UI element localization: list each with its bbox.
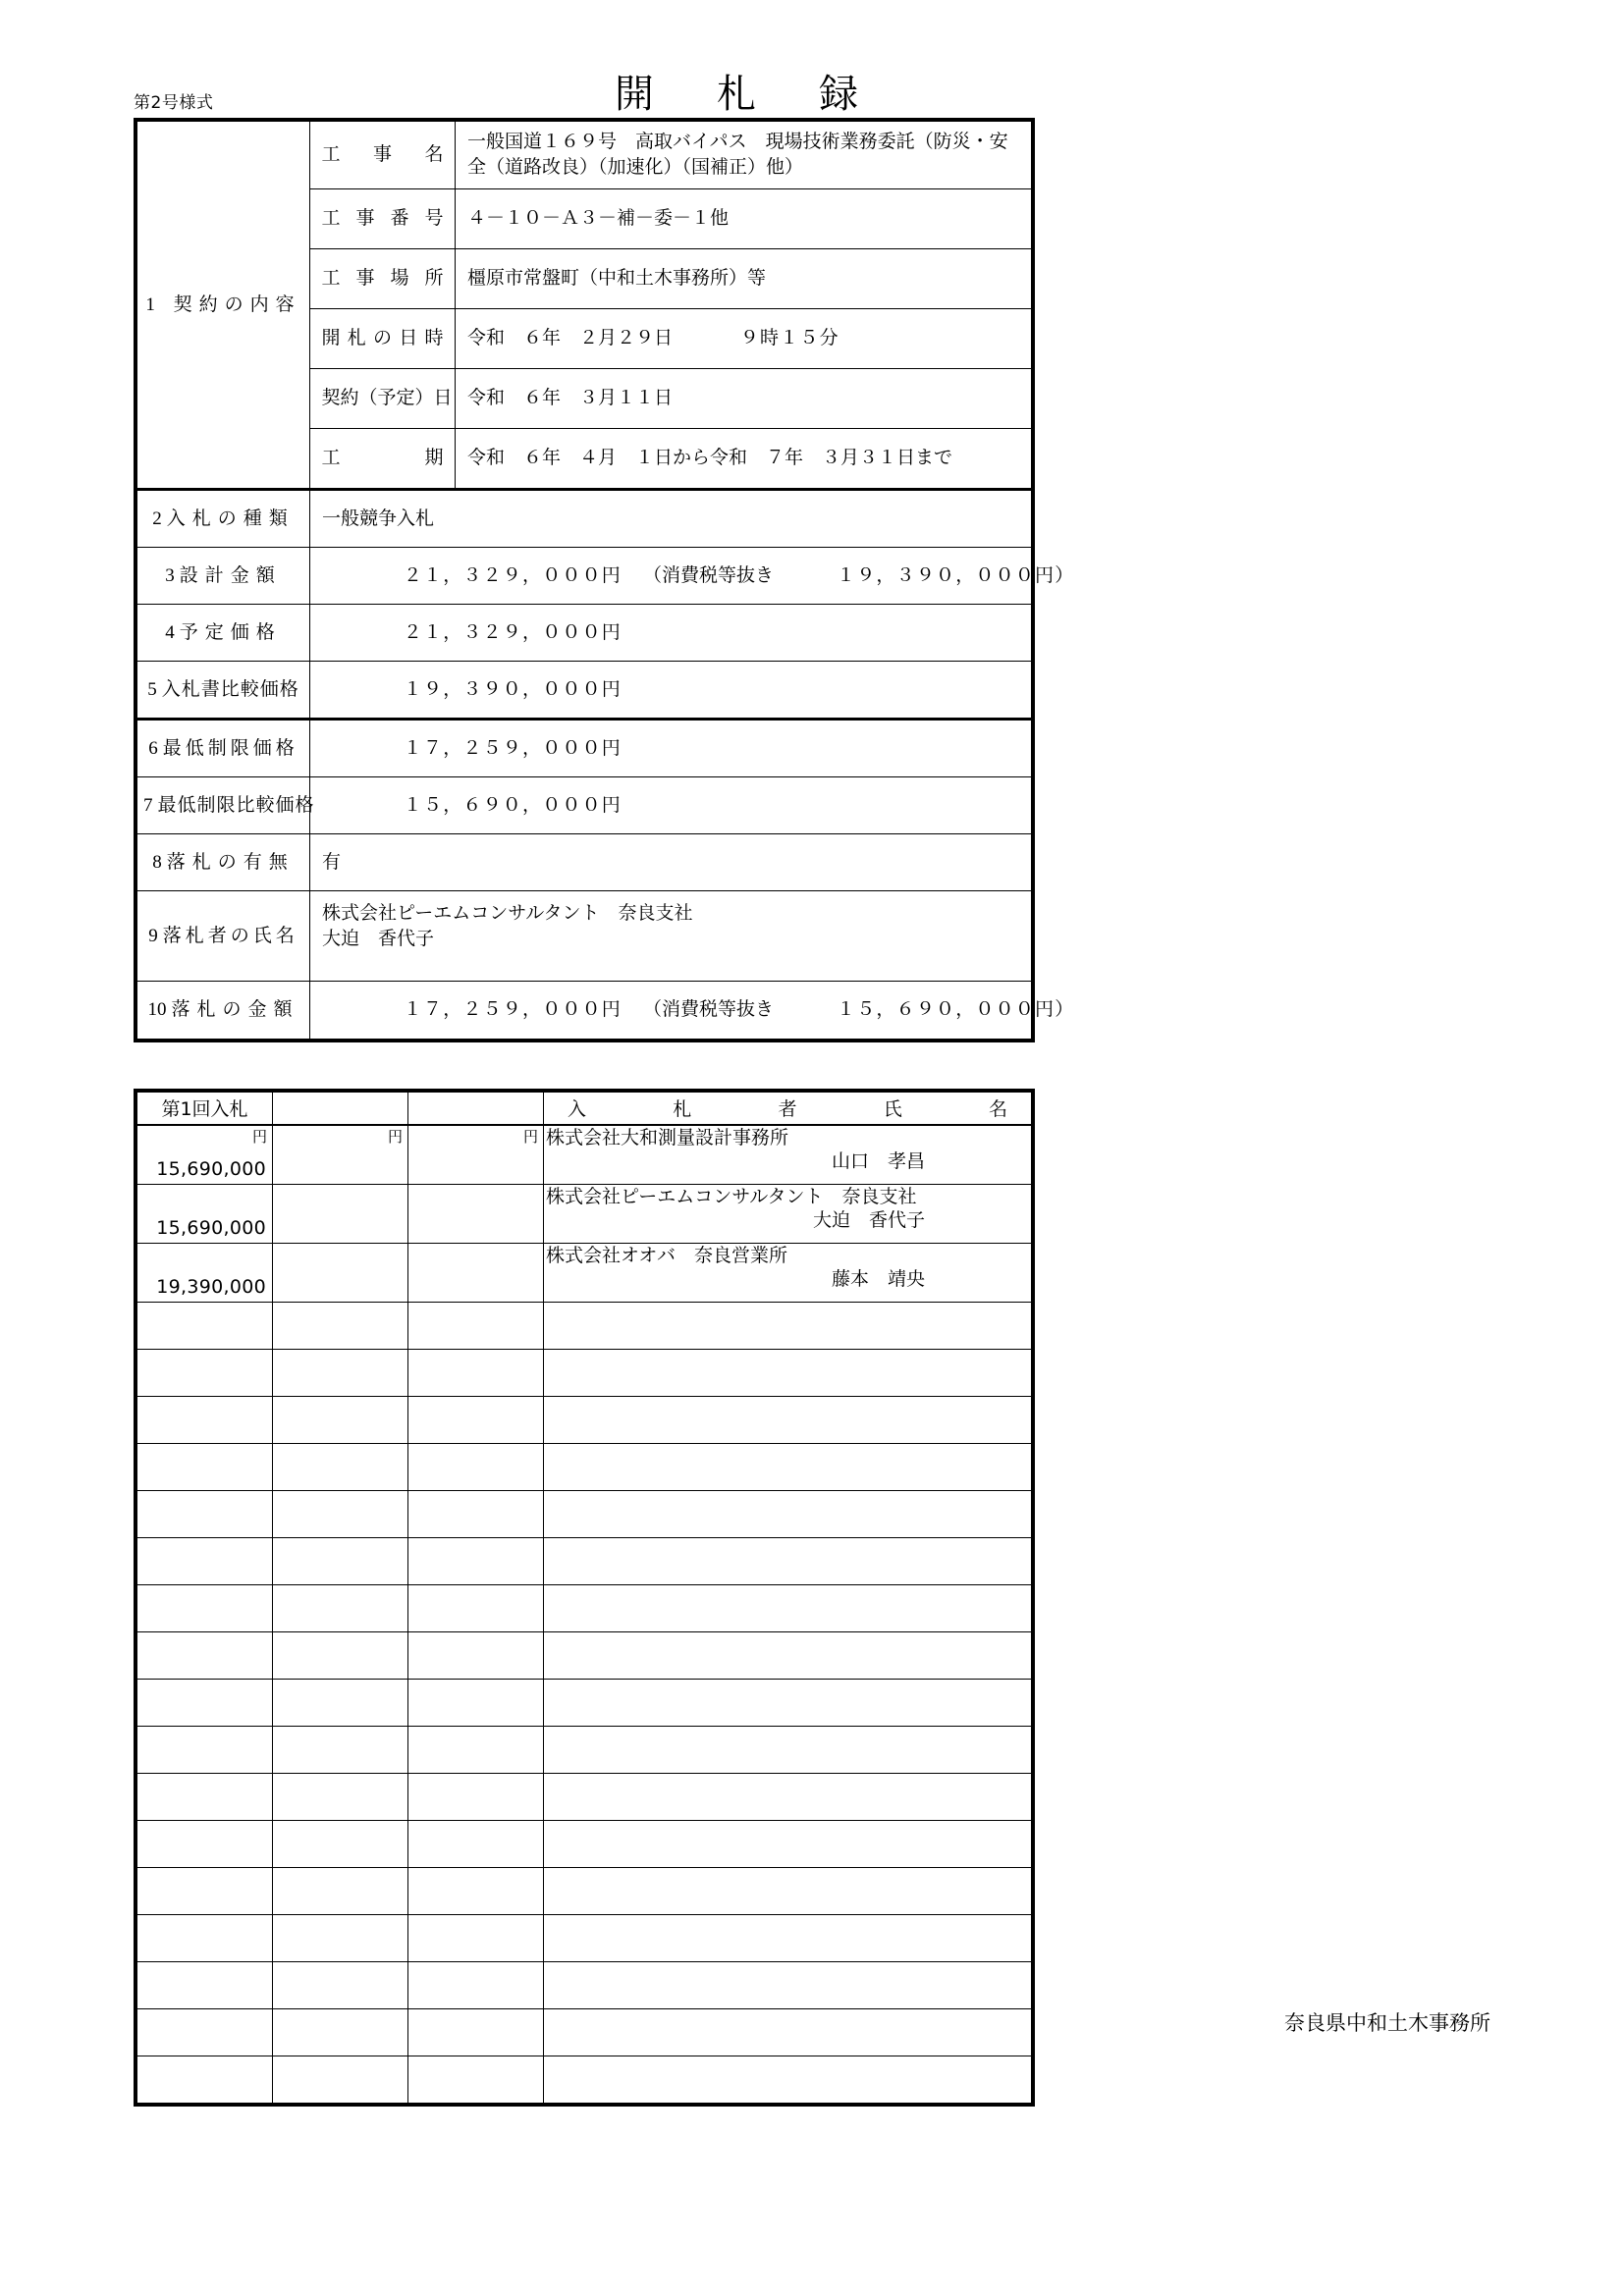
empty-cell [273, 1915, 408, 1962]
empty-cell [137, 1397, 273, 1444]
empty-cell [137, 1821, 273, 1868]
opening-date: 令和 ６年 ２月２９日 [467, 328, 674, 349]
empty-cell [408, 1491, 544, 1538]
empty-cell [544, 1632, 1032, 1680]
row-label-min-compare-price: 7 最低制限比較価格 [137, 777, 310, 834]
bid-amount-cell-3 [408, 1244, 544, 1303]
empty-cell [137, 1680, 273, 1727]
table-row-empty [137, 1303, 1032, 1350]
empty-cell [273, 1585, 408, 1632]
bidder-person: 大迫 香代子 [812, 1208, 925, 1231]
bidder-company: 株式会社オオバ 奈良営業所 [546, 1245, 788, 1266]
table-row [137, 1244, 1032, 1303]
empty-cell [137, 1774, 273, 1821]
table-row-empty [137, 1397, 1032, 1444]
award-tax-value: １５，６９０，０００円） [837, 999, 1075, 1021]
bid-amount-cell-3 [408, 1185, 544, 1244]
empty-cell [544, 1680, 1032, 1727]
row-value-design-amount [310, 548, 1075, 605]
bid-amount-1: 15,690,000 [156, 1217, 266, 1239]
page-title: 開札録 [615, 72, 921, 117]
empty-cell [137, 1350, 273, 1397]
empty-cell [137, 1491, 273, 1538]
bidder-company: 株式会社大和測量設計事務所 [546, 1127, 789, 1148]
row-label-work-place: 工事場所 [310, 249, 456, 309]
bid-amount-cell-2 [273, 1244, 408, 1303]
table-row-empty [137, 1915, 1032, 1962]
table-row-empty [137, 1444, 1032, 1491]
empty-cell [137, 1915, 273, 1962]
table-row [137, 720, 1032, 777]
bidder-names-header: 入札者氏名 [544, 1093, 1032, 1126]
empty-cell [544, 2009, 1032, 2056]
bid-amount-cell-3 [408, 1125, 544, 1185]
bid-amount-1: 19,390,000 [156, 1276, 266, 1298]
empty-cell [137, 1632, 273, 1680]
empty-cell [408, 1350, 544, 1397]
empty-cell [544, 1350, 1032, 1397]
empty-cell [137, 2009, 273, 2056]
bid-col2-header [273, 1093, 408, 1126]
row-label-design-amount: 3 設計金額 [137, 548, 310, 605]
row-value-award-amount [310, 982, 1075, 1040]
empty-cell [273, 1632, 408, 1680]
empty-cell [408, 1821, 544, 1868]
table-row [137, 982, 1032, 1040]
row-value-winner-name [310, 891, 1032, 982]
empty-cell [408, 1632, 544, 1680]
empty-cell [273, 1350, 408, 1397]
empty-cell [408, 1868, 544, 1915]
bidder-name-cell [544, 1125, 1032, 1185]
table-row-empty [137, 1632, 1032, 1680]
bidder-person: 山口 孝昌 [831, 1149, 925, 1172]
yen-unit: 円 [522, 1128, 538, 1146]
empty-cell [544, 1491, 1032, 1538]
table-row [137, 490, 1032, 548]
opening-time: ９時１５分 [739, 328, 839, 349]
table-row-empty [137, 1538, 1032, 1585]
bid-round-label: 第1回入札 [137, 1093, 273, 1126]
row-label-award-amount: 10 落札の金額 [137, 982, 310, 1040]
row-value-compare-price: １９，３９０，０００円 [310, 662, 1032, 720]
empty-cell [408, 1680, 544, 1727]
row-value-award-exists: 有 [310, 834, 1032, 891]
empty-cell [273, 1444, 408, 1491]
row-value-work-number: ４－１０－Ａ３－補－委－１他 [456, 189, 1032, 249]
empty-cell [273, 1491, 408, 1538]
row-value-min-compare-price: １５，６９０，０００円 [310, 777, 1032, 834]
empty-cell [544, 1538, 1032, 1585]
bid-amount-1: 15,690,000 [156, 1158, 266, 1180]
bid-list-frame [134, 1089, 1035, 2107]
row-value-work-place: 橿原市常盤町（中和土木事務所）等 [456, 249, 1032, 309]
table-row-empty [137, 1585, 1032, 1632]
empty-cell [273, 1868, 408, 1915]
award-tax-label: （消費税等抜き [643, 999, 775, 1021]
empty-cell [408, 1303, 544, 1350]
row-label-compare-price: 5 入札書比較価格 [137, 662, 310, 720]
row-value-bid-type: 一般競争入札 [310, 490, 1032, 548]
row-label-opening-datetime: 開札の日時 [310, 309, 456, 369]
table-row-empty [137, 1350, 1032, 1397]
row-value-opening-datetime [456, 309, 1032, 369]
empty-cell [273, 1727, 408, 1774]
section-label-contract: 1 契約の内容 [137, 122, 310, 490]
row-value-planned-price: ２１，３２９，０００円 [310, 605, 1032, 662]
row-label-work-number: 工事番号 [310, 189, 456, 249]
row-label-award-exists: 8 落札の有無 [137, 834, 310, 891]
bid-amount-cell [137, 1185, 273, 1244]
table-row-empty [137, 1821, 1032, 1868]
empty-cell [408, 2056, 544, 2104]
empty-cell [544, 1397, 1032, 1444]
form-number: 第2号様式 [134, 93, 214, 113]
row-value-min-price: １７，２５９，０００円 [310, 720, 1032, 777]
table-row-empty [137, 1962, 1032, 2009]
empty-cell [544, 1915, 1032, 1962]
table-row [137, 548, 1032, 605]
contract-info-frame [134, 118, 1075, 1042]
empty-cell [137, 2056, 273, 2104]
row-value-work-name: 一般国道１６９号 高取バイパス 現場技術業務委託（防災・安全（道路改良）（加速化）（国補正）他） [456, 122, 1032, 189]
empty-rows-body [137, 1303, 1032, 2104]
bid-list-table [136, 1092, 1032, 2104]
bidder-person: 藤本 靖央 [831, 1267, 925, 1290]
table-row [137, 1185, 1032, 1244]
design-tax-label: （消費税等抜き [643, 564, 775, 586]
table-row [137, 122, 1032, 189]
winner-person: 大迫 香代子 [322, 928, 435, 949]
bid-col3-header [408, 1093, 544, 1126]
empty-cell [408, 1727, 544, 1774]
empty-cell [137, 1868, 273, 1915]
table-row-empty [137, 1680, 1032, 1727]
empty-cell [408, 1774, 544, 1821]
empty-cell [273, 1774, 408, 1821]
table-row [137, 891, 1032, 982]
empty-cell [408, 1397, 544, 1444]
table-row [137, 834, 1032, 891]
empty-cell [273, 1680, 408, 1727]
empty-cell [137, 1444, 273, 1491]
row-label-winner-name: 9 落札者の氏名 [137, 891, 310, 982]
table-row [137, 662, 1032, 720]
table-row-empty [137, 1491, 1032, 1538]
bid-amount-cell-2 [273, 1185, 408, 1244]
yen-unit: 円 [251, 1128, 267, 1146]
empty-cell [408, 1915, 544, 1962]
bid-amount-cell [137, 1244, 273, 1303]
table-row [137, 777, 1032, 834]
empty-cell [544, 1868, 1032, 1915]
bid-table-header-row [137, 1093, 1032, 1126]
row-label-contract-date: 契約（予定）日 [310, 369, 456, 429]
row-label-period: 工期 [310, 429, 456, 490]
empty-cell [273, 1821, 408, 1868]
table-row-empty [137, 1774, 1032, 1821]
empty-cell [408, 1444, 544, 1491]
empty-cell [273, 1397, 408, 1444]
table-row [137, 1125, 1032, 1185]
empty-cell [273, 2056, 408, 2104]
issuing-office: 奈良県中和土木事務所 [1284, 2011, 1490, 2035]
row-value-period: 令和 ６年 ４月 １日から令和 ７年 ３月３１日まで [456, 429, 1032, 490]
empty-cell [408, 2009, 544, 2056]
empty-cell [408, 1538, 544, 1585]
bid-amount-cell-2 [273, 1125, 408, 1185]
empty-cell [544, 2056, 1032, 2104]
bid-amount-cell [137, 1125, 273, 1185]
empty-cell [544, 1727, 1032, 1774]
empty-cell [137, 1962, 273, 2009]
empty-cell [137, 1538, 273, 1585]
empty-cell [544, 1444, 1032, 1491]
empty-cell [544, 1821, 1032, 1868]
row-label-work-name: 工事名 [310, 122, 456, 189]
table-row-empty [137, 2009, 1032, 2056]
empty-cell [137, 1303, 273, 1350]
table-row-empty [137, 1868, 1032, 1915]
table-row-empty [137, 2056, 1032, 2104]
empty-cell [408, 1585, 544, 1632]
table-row-empty [137, 1727, 1032, 1774]
empty-cell [408, 1962, 544, 2009]
empty-cell [137, 1727, 273, 1774]
empty-cell [544, 1962, 1032, 2009]
empty-cell [273, 2009, 408, 2056]
empty-cell [273, 1303, 408, 1350]
contract-info-table [136, 121, 1075, 1040]
row-label-planned-price: 4 予定価格 [137, 605, 310, 662]
row-label-min-price: 6 最低制限価格 [137, 720, 310, 777]
table-row [137, 605, 1032, 662]
design-tax-value: １９，３９０，０００円） [837, 564, 1075, 586]
bidder-name-cell [544, 1244, 1032, 1303]
empty-cell [273, 1962, 408, 2009]
empty-cell [273, 1538, 408, 1585]
award-amount-value: １７，２５９，０００円 [403, 999, 622, 1021]
yen-unit: 円 [387, 1128, 403, 1146]
row-label-bid-type: 2 入札の種類 [137, 490, 310, 548]
empty-cell [544, 1303, 1032, 1350]
bidder-company: 株式会社ピーエムコンサルタント 奈良支社 [546, 1186, 917, 1207]
empty-cell [544, 1774, 1032, 1821]
row-value-contract-date: 令和 ６年 ３月１１日 [456, 369, 1032, 429]
empty-cell [544, 1585, 1032, 1632]
design-amount-value: ２１，３２９，０００円 [403, 564, 622, 586]
bidder-name-cell [544, 1185, 1032, 1244]
empty-cell [137, 1585, 273, 1632]
winner-company: 株式会社ピーエムコンサルタント 奈良支社 [322, 903, 693, 924]
